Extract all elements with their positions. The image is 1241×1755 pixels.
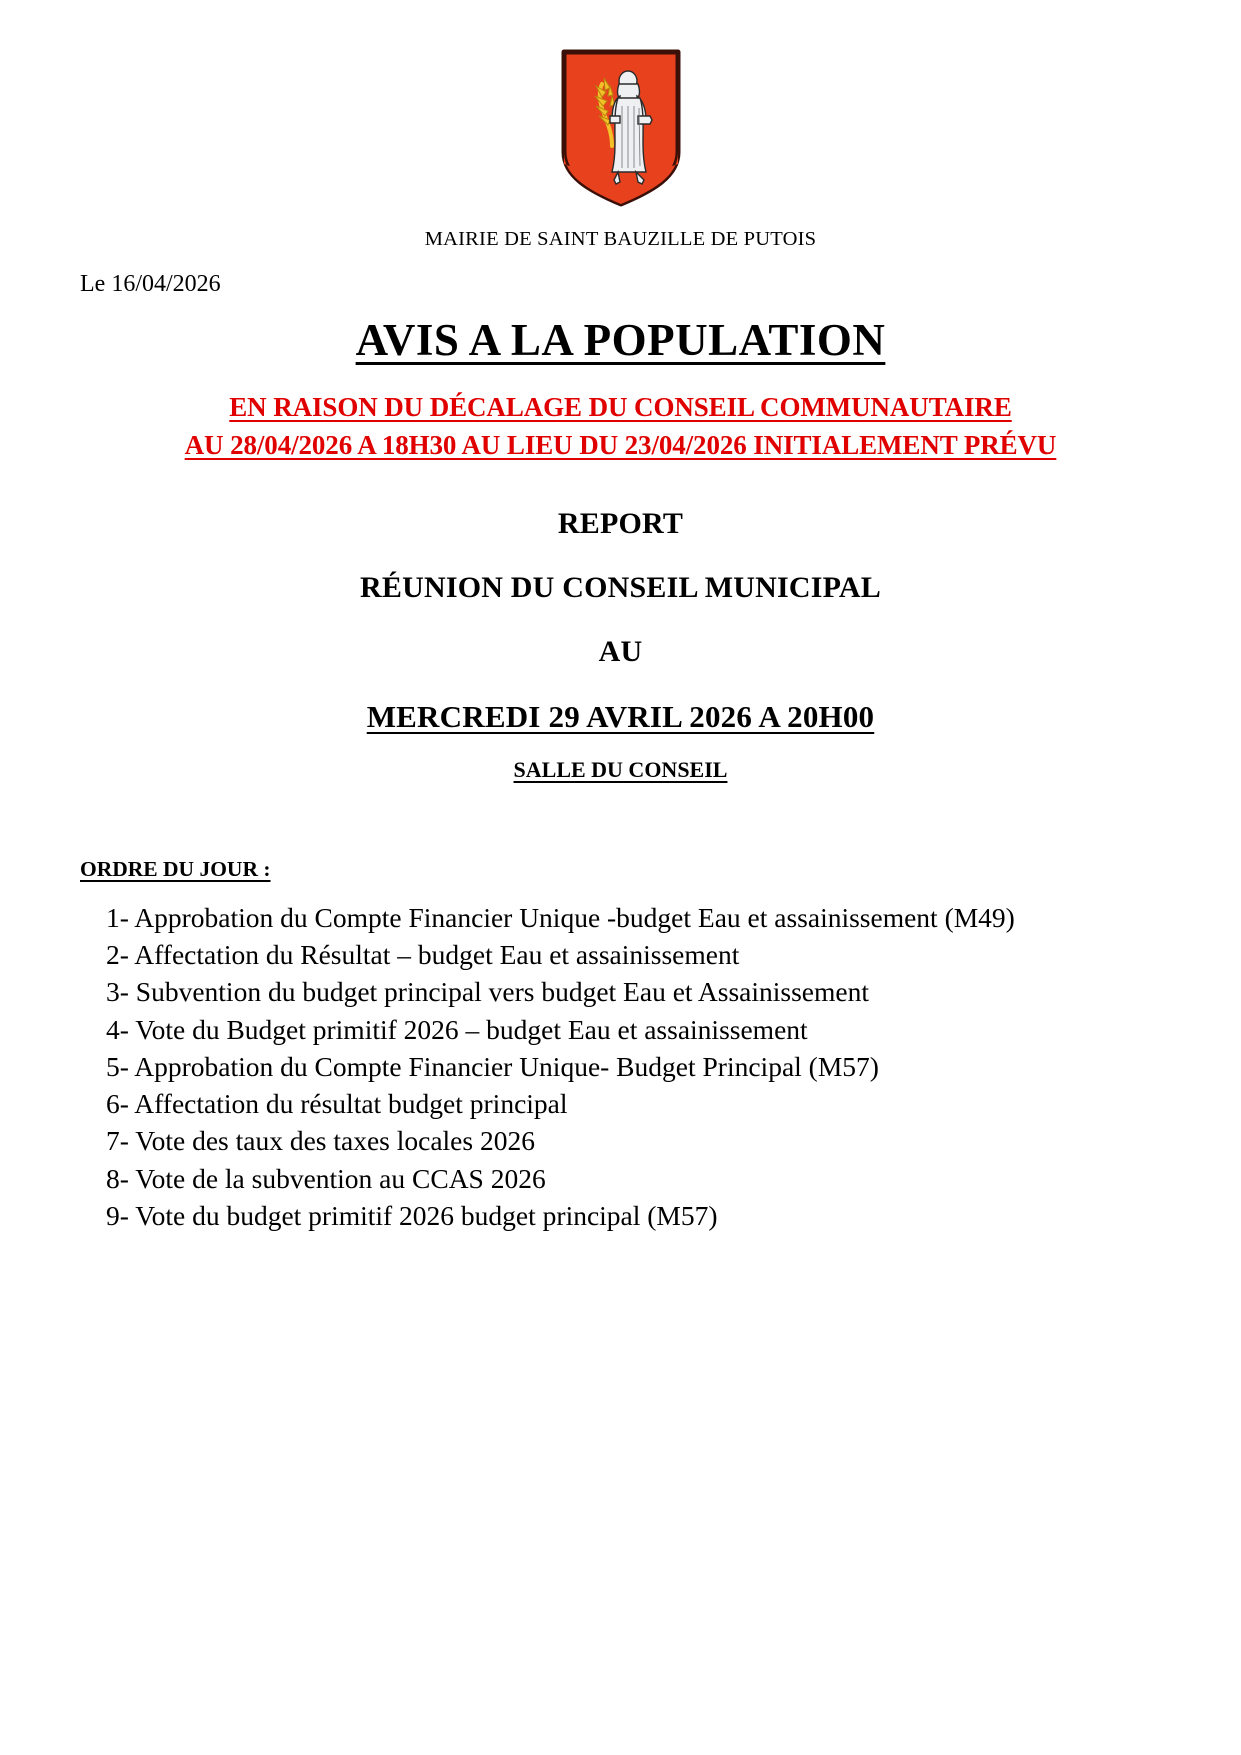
list-item: 6- Affectation du résultat budget principal [106, 1088, 568, 1120]
notice-block [78, 388, 1163, 465]
list-item: 7- Vote des taux des taxes locales 2026 [106, 1125, 535, 1157]
organization-title: MAIRIE DE SAINT BAUZILLE DE PUTOIS [424, 228, 817, 250]
list-item: 8- Vote de la subvention au CCAS 2026 [106, 1162, 546, 1194]
list-item: 3- Subvention du budget principal vers budget Eau et Assainissement [106, 976, 869, 1008]
list-item: 9- Vote du budget primitif 2026 budget principal (M57) [106, 1200, 718, 1232]
list-item: 1- Approbation du Compte Financier Unique -budget Eau et assainissement (M49) [106, 901, 1015, 933]
date-line: Le 16/04/2026 [80, 271, 221, 297]
agenda-list [78, 900, 1163, 1235]
emblem-container [78, 0, 1163, 208]
meeting-datetime: MERCREDI 29 AVRIL 2026 A 20H00 [366, 698, 875, 734]
report-block [78, 507, 1163, 783]
page-title: AVIS A LA POPULATION [355, 315, 886, 365]
report-label: REPORT [557, 506, 684, 540]
agenda-heading: ORDRE DU JOUR : [80, 856, 271, 881]
list-item: 2- Affectation du Résultat – budget Eau et assainissement [106, 938, 740, 970]
list-item: 4- Vote du Budget primitif 2026 – budget Eau et assainissement [106, 1013, 808, 1045]
list-item: 5- Approbation du Compte Financier Unique- Budget Principal (M57) [106, 1050, 879, 1082]
meeting-type: RÉUNION DU CONSEIL MUNICIPAL [360, 570, 881, 604]
meeting-location: SALLE DU CONSEIL [513, 756, 728, 782]
preposition-au: AU [598, 634, 643, 668]
coat-of-arms-shield-icon [558, 48, 684, 208]
notice-line-2: AU 28/04/2026 A 18H30 AU LIEU DU 23/04/2026 INITIALEMENT PRÉVU [184, 430, 1057, 461]
notice-line-1: EN RAISON DU DÉCALAGE DU CONSEIL COMMUNAUTAIRE [229, 392, 1012, 422]
